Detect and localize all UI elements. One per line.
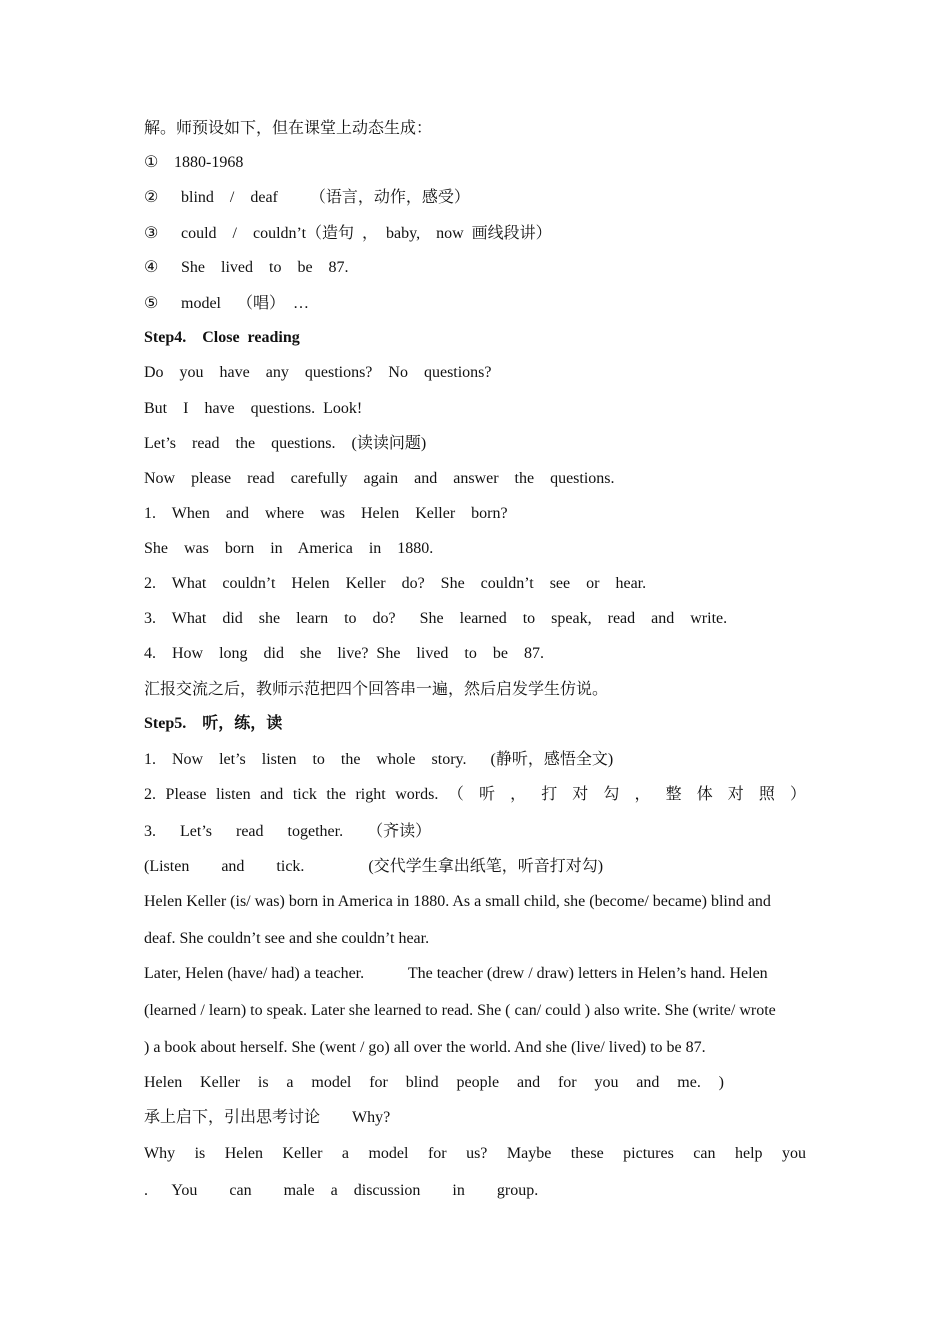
circled-number-4: ④ [144, 259, 159, 276]
circled-number-1: ① [144, 154, 159, 171]
paragraph-line: 2. Please listen and tick the right words. （ 听 ， 打 对 勾 ， 整 体 对 照 ） [144, 786, 806, 803]
list-item-2 [144, 188, 470, 208]
circled-number-5: ⑤ [144, 295, 159, 312]
story-line: ) a book about herself. She (went / go) all over the world. And she (live/ lived) to be 87. [144, 1039, 706, 1056]
paragraph-line: But I have questions. Look! [144, 400, 363, 417]
list-item-1 [144, 153, 243, 173]
list-item-3 [144, 224, 552, 244]
paragraph-line: 3. Let’s read together. （齐读） [144, 823, 432, 840]
answer-1: She was born in America in 1880. [144, 540, 434, 557]
paragraph-line: 1. Now let’s listen to the whole story. (静听，感悟全文) [144, 751, 614, 768]
paragraph-line: (Listen and tick. (交代学生拿出纸笔，听音打对勾) [144, 858, 604, 875]
paragraph-line: 承上启下，引出思考讨论 Why? [144, 1109, 391, 1126]
question-4: 4. How long did she live? She lived to be 87. [144, 645, 544, 662]
list-item-text: model （唱） … [181, 295, 309, 312]
story-line: Helen Keller (is/ was) born in America in 1880. As a small child, she (become/ became) blind and [144, 893, 771, 910]
list-item-5 [144, 294, 309, 314]
paragraph-line: Let’s read the questions. (读读问题) [144, 435, 427, 452]
intro-line: 解。师预设如下，但在课堂上动态生成： [144, 120, 433, 137]
step4-heading: Step4. Close reading [144, 329, 300, 346]
list-item-text: blind / deaf （语言，动作，感受） [181, 189, 470, 206]
question-2: 2. What couldn’t Helen Keller do? She couldn’t see or hear. [144, 575, 647, 592]
list-item-text: could / couldn’t（造句 ， baby, now 画线段讲） [181, 225, 552, 242]
story-line: Helen Keller is a model for blind people and for you and me. ) [144, 1074, 724, 1091]
paragraph-line: Now please read carefully again and answer the questions. [144, 470, 615, 487]
step5-heading: Step5. 听，练，读 [144, 715, 283, 732]
question-3: 3. What did she learn to do? She learned to speak, read and write. [144, 610, 728, 627]
story-line: deaf. She couldn’t see and she couldn’t hear. [144, 930, 430, 947]
paragraph-line: Why is Helen Keller a model for us? Maybe these pictures can help you [144, 1145, 806, 1162]
list-item-text: 1880-1968 [174, 154, 244, 171]
list-item-text: She lived to be 87. [181, 259, 349, 276]
circled-number-2: ② [144, 189, 159, 206]
story-line: Later, Helen (have/ had) a teacher. The teacher (drew / draw) letters in Helen’s hand. Helen [144, 965, 768, 982]
list-item-4 [144, 258, 349, 278]
paragraph-line: 汇报交流之后，教师示范把四个回答串一遍，然后启发学生仿说。 [144, 681, 609, 698]
story-line: (learned / learn) to speak. Later she learned to read. She ( can/ could ) also write. She (write/ wrote [144, 1002, 776, 1019]
paragraph-line: Do you have any questions? No questions? [144, 364, 492, 381]
circled-number-3: ③ [144, 225, 159, 242]
question-1: 1. When and where was Helen Keller born? [144, 505, 508, 522]
paragraph-line: . You can male a discussion in group. [144, 1182, 539, 1199]
